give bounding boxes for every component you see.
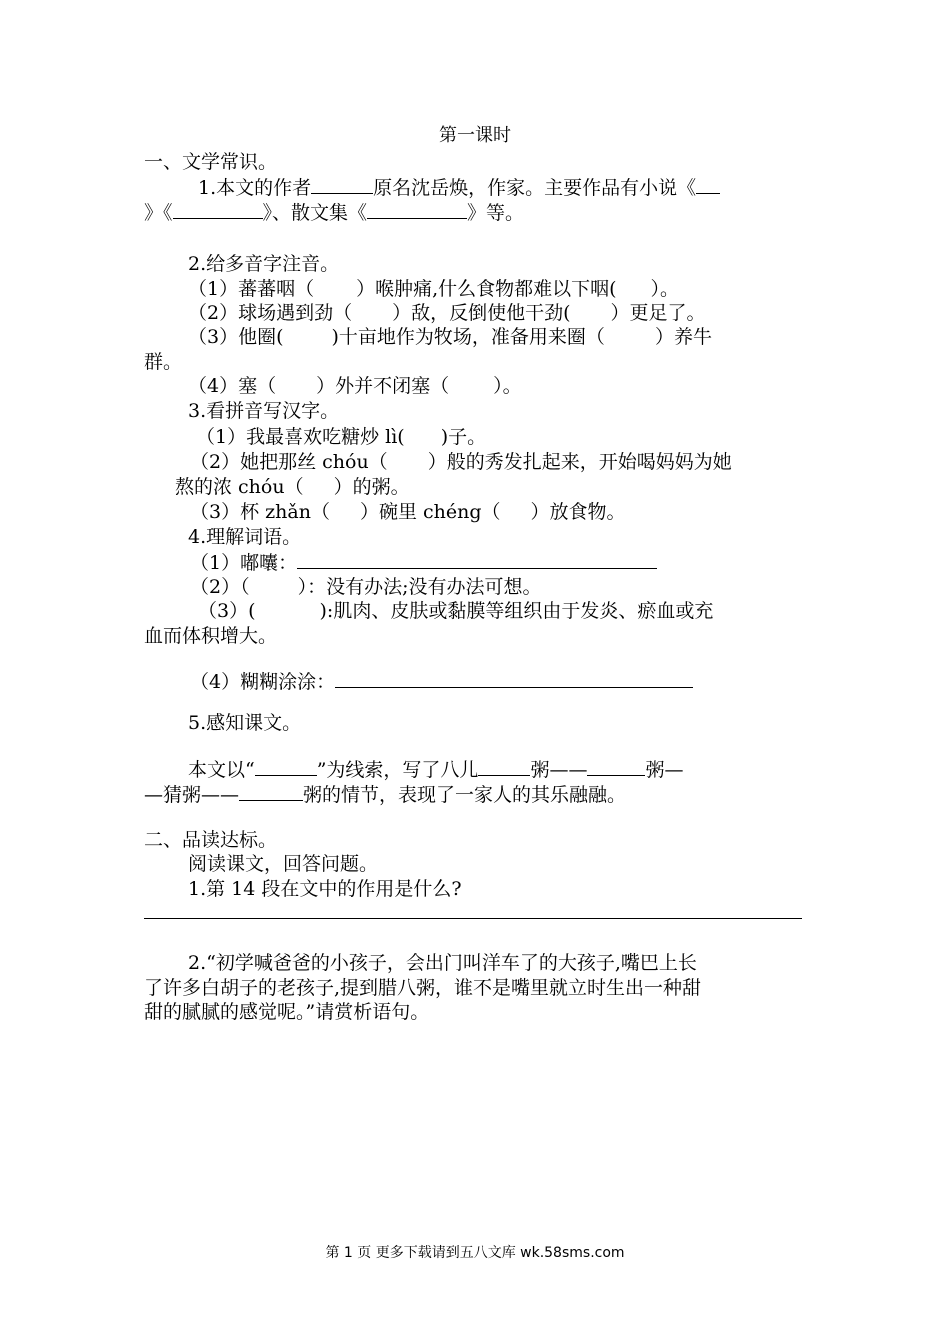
section2-q1-answer-line[interactable] xyxy=(144,918,802,919)
q2-item1 xyxy=(188,277,679,301)
q3-item3 xyxy=(190,500,626,524)
q4-item3-cont: 血而体积增大。 xyxy=(144,625,278,647)
q3-item2 xyxy=(190,450,732,474)
q3-item2-cont xyxy=(175,475,410,499)
q5-text-f: 粥的情节，表现了一家人的其乐融融。 xyxy=(303,784,627,806)
q2-heading: 2.给多音字注音。 xyxy=(188,253,340,275)
section2-q2-line3: 甜的腻腻的感觉呢。”请赏析语句。 xyxy=(144,1001,430,1023)
porridge-blank-1[interactable] xyxy=(478,757,530,776)
q5-text-d: 粥— xyxy=(645,759,684,781)
q2-i4-c: ）。 xyxy=(493,375,522,397)
section2-q1: 1.第 14 段在文中的作用是什么? xyxy=(188,878,462,900)
q2-i3-a: （3）他圈( xyxy=(188,326,284,348)
q1-line2 xyxy=(144,200,524,225)
q2-item3 xyxy=(188,325,712,349)
q1-text-c: 》《 xyxy=(144,202,173,224)
q3-i1-a: （1）我最喜欢吃糖炒 lì( xyxy=(196,426,405,448)
novel-blank-2[interactable] xyxy=(173,200,263,219)
section2-q2-line1: 2.“初学喊爸爸的小孩子，会出门叫洋车了的大孩子,嘴巴上长 xyxy=(188,952,697,974)
q3-i2-b: ）般的秀发扎起来，开始喝妈妈为她 xyxy=(427,451,732,473)
q5-line2 xyxy=(144,782,626,807)
q4-i2-a: （2）（ xyxy=(190,576,250,598)
q1-line1 xyxy=(198,175,720,200)
clue-blank[interactable] xyxy=(255,757,317,776)
q3-i1-b: )子。 xyxy=(440,426,487,448)
q5-text-a: 本文以“ xyxy=(188,759,255,781)
q3-i2-a: （2）她把那丝 chóu（ xyxy=(190,451,388,473)
q3-i2-c: 熬的浓 chóu（ xyxy=(175,476,304,498)
q5-text-e: —猜粥—— xyxy=(144,784,240,806)
section2-q2-line2: 了许多白胡子的老孩子,提到腊八粥，谁不是嘴里就立时生出一种甜 xyxy=(144,977,702,999)
author-blank[interactable] xyxy=(311,175,373,194)
essay-collection-blank[interactable] xyxy=(367,200,467,219)
q4-i4-label: （4）糊糊涂涂： xyxy=(190,671,336,693)
q5-text-b: ”为线索，写了八儿 xyxy=(316,759,479,781)
q3-i3-c: ）放食物。 xyxy=(530,501,626,523)
q2-item3-cont: 群。 xyxy=(144,351,183,373)
q3-heading: 3.看拼音写汉字。 xyxy=(188,400,340,422)
q5-text-c: 粥—— xyxy=(530,759,588,781)
q4-i3-b: ):肌肉、皮肤或黏膜等组织由于发炎、瘀血或充 xyxy=(319,600,714,622)
q2-i2-c: ）更足了。 xyxy=(610,302,706,324)
q5-heading: 5.感知课文。 xyxy=(188,712,302,734)
q4-heading: 4.理解词语。 xyxy=(188,526,302,548)
q4-i1-label: （1）嘟囔： xyxy=(190,552,298,574)
q1-text-e: 》等。 xyxy=(467,202,525,224)
q2-i1-b: ）喉肿痛,什么食物都难以下咽( xyxy=(356,278,617,300)
q2-i4-a: （4）塞（ xyxy=(188,375,277,397)
q4-item1 xyxy=(190,550,657,575)
section2-intro: 阅读课文，回答问题。 xyxy=(188,853,379,875)
q2-i3-b: )十亩地作为牧场，准备用来圈（ xyxy=(331,326,605,348)
q4-i3-a: （3）( xyxy=(198,600,256,622)
q2-i1-a: （1）蕃蕃咽（ xyxy=(188,278,315,300)
q4-item4 xyxy=(190,669,693,694)
q4-i2-b: ）：没有办法;没有办法可想。 xyxy=(297,576,542,598)
q1-text-d: 》、散文集《 xyxy=(262,202,368,224)
q1-text-a: 1.本文的作者 xyxy=(198,177,312,199)
novel-blank-1-start[interactable] xyxy=(696,175,720,194)
q4-item3 xyxy=(198,599,713,623)
q3-item1 xyxy=(196,425,486,449)
q5-line1 xyxy=(188,757,683,782)
section1-heading: 一、文学常识。 xyxy=(144,151,278,173)
page-title: 第一课时 xyxy=(439,125,511,146)
q2-i1-c: ）。 xyxy=(650,278,680,300)
q4-i4-answer-line[interactable] xyxy=(335,669,693,688)
q2-i2-a: （2）球场遇到劲（ xyxy=(188,302,353,324)
porridge-blank-2[interactable] xyxy=(587,757,645,776)
q2-i3-c: ）养牛 xyxy=(654,326,712,348)
q3-i3-a: （3）杯 zhǎn（ xyxy=(190,501,330,523)
q4-item2 xyxy=(190,575,542,599)
page-footer: 第 1 页 更多下载请到五八文库 wk.58sms.com xyxy=(325,1245,625,1261)
q3-i3-b: ）碗里 chéng（ xyxy=(359,501,501,523)
q1-text-b: 原名沈岳焕，作家。主要作品有小说《 xyxy=(373,177,697,199)
q2-item4 xyxy=(188,374,522,398)
section2-heading: 二、品读达标。 xyxy=(144,829,278,851)
q2-item2 xyxy=(188,301,706,325)
porridge-blank-3[interactable] xyxy=(239,782,303,801)
q2-i2-b: ）敌，反倒使他干劲( xyxy=(392,302,571,324)
q4-i1-answer-line[interactable] xyxy=(297,550,657,569)
q2-i4-b: ）外并不闭塞（ xyxy=(316,375,450,397)
q3-i2-d: ）的粥。 xyxy=(333,476,410,498)
